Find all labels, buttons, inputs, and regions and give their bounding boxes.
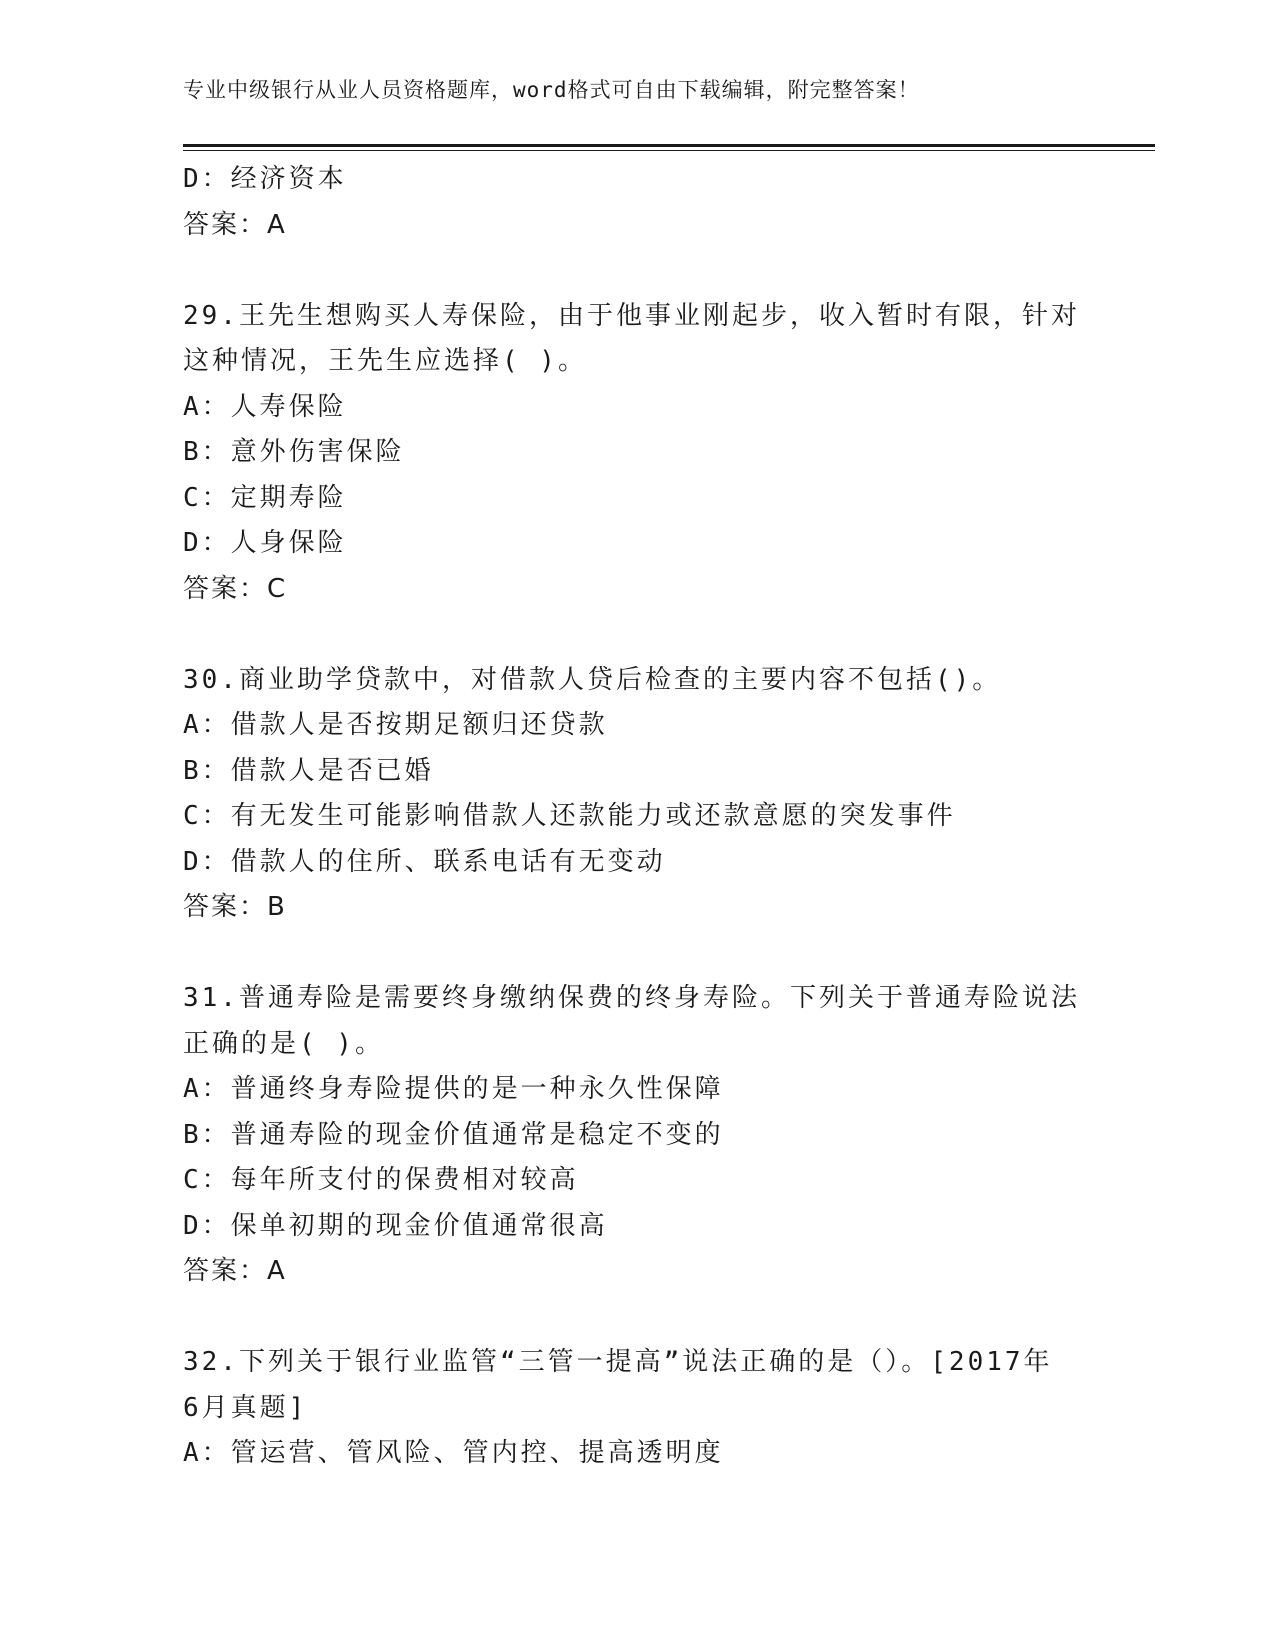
prev-answer: 答案：A (183, 209, 287, 240)
q32-stem-line-1: 32.下列关于银行业监管“三管一提高”说法正确的是（）。[2017年 (183, 1347, 1053, 1377)
q29-option-d: D：人身保险 (183, 528, 347, 558)
q29-stem-line-1: 29.王先生想购买人寿保险，由于他事业刚起步，收入暂时有限，针对 (183, 300, 1080, 331)
q31-option-c: C：每年所支付的保费相对较高 (183, 1165, 579, 1195)
q30-answer: 答案：B (183, 892, 287, 922)
q29-option-b: B：意外伤害保险 (183, 437, 405, 467)
q30-stem-line-1: 30.商业助学贷款中，对借款人贷后检查的主要内容不包括()。 (183, 664, 1002, 695)
q29-option-c: C：定期寿险 (183, 482, 347, 513)
q30-option-d: D：借款人的住所、联系电话有无变动 (183, 846, 666, 877)
q29-stem-line-2: 这种情况，王先生应选择( )。 (183, 346, 587, 376)
q31-option-b: B：普通寿险的现金价值通常是稳定不变的 (183, 1119, 724, 1150)
page-header: 专业中级银行从业人员资格题库，word格式可自由下载编辑，附完整答案！ (183, 78, 920, 102)
q31-option-d: D：保单初期的现金价值通常很高 (183, 1210, 608, 1241)
q31-stem-line-2: 正确的是( )。 (183, 1028, 384, 1059)
document-body (183, 157, 1083, 1477)
q31-answer: 答案：A (183, 1256, 287, 1286)
q30-option-c: C：有无发生可能影响借款人还款能力或还款意愿的突发事件 (183, 801, 956, 831)
header-rule-thin (183, 150, 1155, 151)
q29-answer: 答案：C (183, 573, 288, 604)
header-rule-thick (183, 144, 1155, 147)
q32-stem-line-2: 6月真题] (183, 1392, 308, 1423)
prev-option-d: D：经济资本 (183, 164, 347, 194)
q30-option-b: B：借款人是否已婚 (183, 755, 434, 786)
q31-stem-line-1: 31.普通寿险是需要终身缴纳保费的终身寿险。下列关于普通寿险说法 (183, 983, 1080, 1013)
q29-option-a: A：人寿保险 (183, 391, 347, 422)
q30-option-a: A：借款人是否按期足额归还贷款 (183, 710, 608, 740)
q31-option-a: A：普通终身寿险提供的是一种永久性保障 (183, 1074, 724, 1104)
q32-option-a: A：管运营、管风险、管内控、提高透明度 (183, 1438, 724, 1468)
